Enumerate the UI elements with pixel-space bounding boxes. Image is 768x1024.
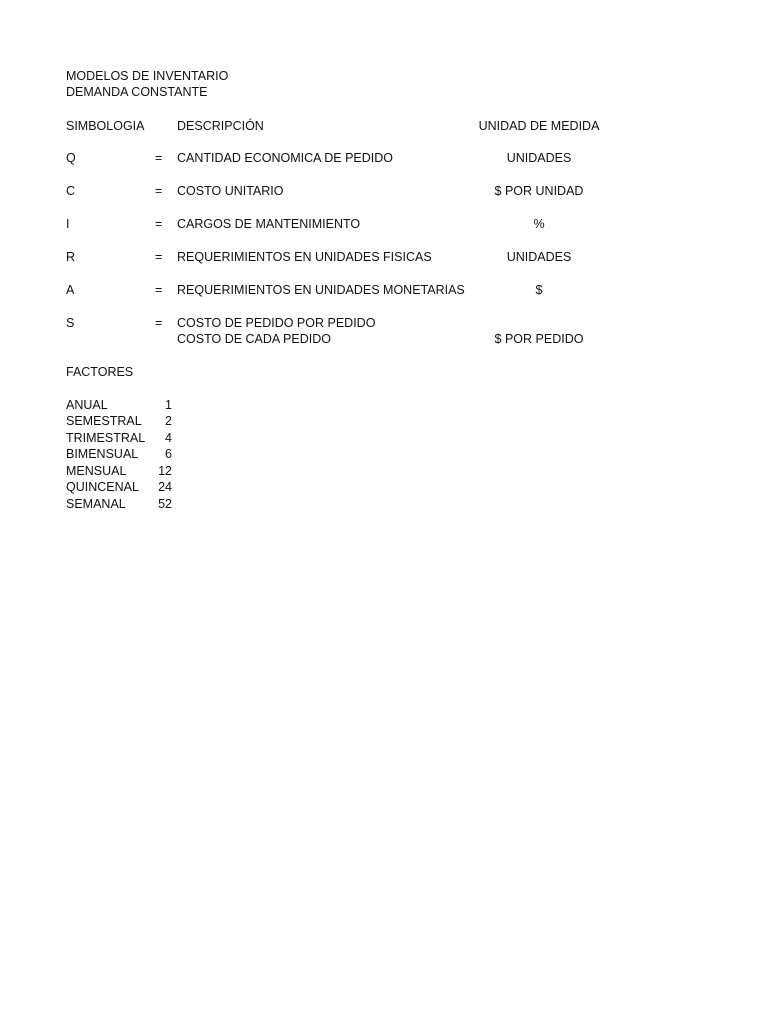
- document-title: MODELOS DE INVENTARIO: [66, 69, 229, 83]
- row-i-unit: %: [533, 217, 545, 231]
- row-s-unit: $ POR PEDIDO: [494, 332, 584, 346]
- factors-title: FACTORES: [66, 365, 134, 379]
- column-header-description: DESCRIPCIÓN: [177, 119, 264, 133]
- factor-name-anual: ANUAL: [66, 398, 108, 412]
- row-i-symbol: I: [66, 217, 70, 231]
- factor-value-trimestral: 4: [165, 431, 172, 445]
- factor-name-semanal: SEMANAL: [66, 497, 126, 511]
- row-s-description: COSTO DE PEDIDO POR PEDIDO: [177, 316, 376, 330]
- row-q-symbol: Q: [66, 151, 76, 165]
- row-r-unit: UNIDADES: [506, 250, 572, 264]
- factor-value-bimensual: 6: [165, 447, 172, 461]
- column-header-unit: UNIDAD DE MEDIDA: [478, 119, 600, 133]
- row-s-description-line2: COSTO DE CADA PEDIDO: [177, 332, 331, 346]
- factor-name-quincenal: QUINCENAL: [66, 480, 139, 494]
- factor-value-semanal: 52: [158, 497, 172, 511]
- factor-value-mensual: 12: [158, 464, 172, 478]
- row-a-equals: =: [155, 283, 163, 297]
- row-i-description: CARGOS DE MANTENIMIENTO: [177, 217, 361, 231]
- row-c-unit: $ POR UNIDAD: [494, 184, 584, 198]
- row-a-description: REQUERIMIENTOS EN UNIDADES MONETARIAS: [177, 283, 465, 297]
- row-a-symbol: A: [66, 283, 75, 297]
- row-r-equals: =: [155, 250, 163, 264]
- factor-name-trimestral: TRIMESTRAL: [66, 431, 146, 445]
- column-header-symbol: SIMBOLOGIA: [66, 119, 145, 133]
- row-c-description: COSTO UNITARIO: [177, 184, 284, 198]
- factor-value-quincenal: 24: [158, 480, 172, 494]
- row-q-equals: =: [155, 151, 163, 165]
- factor-name-mensual: MENSUAL: [66, 464, 127, 478]
- factor-name-bimensual: BIMENSUAL: [66, 447, 139, 461]
- row-q-description: CANTIDAD ECONOMICA DE PEDIDO: [177, 151, 393, 165]
- document-subtitle: DEMANDA CONSTANTE: [66, 85, 208, 99]
- row-i-equals: =: [155, 217, 163, 231]
- factor-value-anual: 1: [165, 398, 172, 412]
- row-c-equals: =: [155, 184, 163, 198]
- factor-value-semestral: 2: [165, 414, 172, 428]
- row-r-symbol: R: [66, 250, 76, 264]
- row-r-description: REQUERIMIENTOS EN UNIDADES FISICAS: [177, 250, 432, 264]
- row-s-equals: =: [155, 316, 163, 330]
- row-s-symbol: S: [66, 316, 75, 330]
- row-c-symbol: C: [66, 184, 76, 198]
- row-a-unit: $: [535, 283, 543, 297]
- row-q-unit: UNIDADES: [506, 151, 572, 165]
- factor-name-semestral: SEMESTRAL: [66, 414, 142, 428]
